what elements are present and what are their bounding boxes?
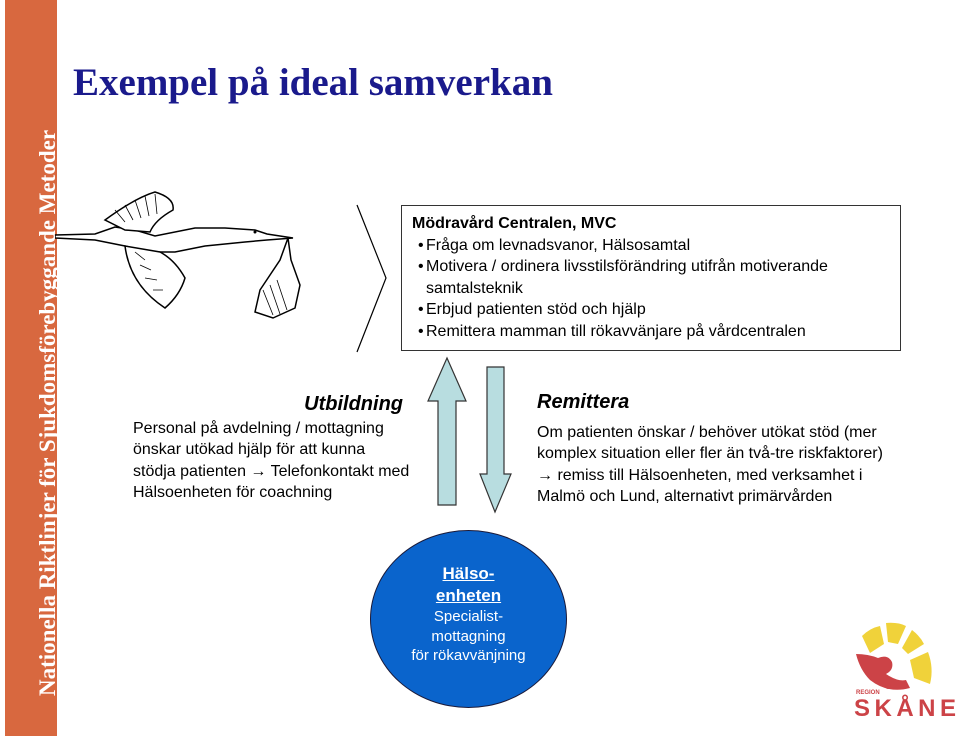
- utbildning-text: [133, 418, 433, 503]
- text-line: stödja patienten → Telefonkontakt med: [133, 462, 410, 480]
- text-line: Om patienten önskar / behöver utökat stöd (mer: [537, 424, 877, 441]
- utbildning-heading: Utbildning: [304, 393, 403, 415]
- text-line: mottagning: [431, 627, 506, 645]
- region-skane-logo: [848, 618, 960, 720]
- remittera-text: [537, 422, 937, 507]
- mvc-item: • Remittera mamman till rökavvänjare på vårdcentralen: [418, 322, 806, 340]
- text-line: Hälsoenheten för coachning: [133, 483, 333, 501]
- stork-illustration: [55, 190, 305, 345]
- mvc-heading: Mödravård Centralen, MVC: [412, 215, 617, 232]
- page-title: Exempel på ideal samverkan: [73, 61, 553, 104]
- sidebar-band: [5, 0, 60, 736]
- halsoenheten-title: enheten: [435, 586, 502, 605]
- mvc-box: [401, 205, 901, 351]
- sidebar-title: Nationella Riktlinjer för Sjukdomsförebyggande Metoder: [35, 129, 60, 696]
- chevron-arrow-shape: [350, 200, 395, 360]
- text-line: Personal på avdelning / mottagning: [133, 420, 384, 437]
- text-line: Malmö och Lund, alternativt primärvården: [537, 487, 833, 505]
- mvc-item: • Fråga om levnadsvanor, Hälsosamtal: [418, 236, 691, 254]
- text-line: önskar utökad hjälp för att kunna: [133, 441, 366, 459]
- mvc-item-text: Fråga om levnadsvanor, Hälsosamtal: [426, 236, 691, 254]
- mvc-item: • Erbjud patienten stöd och hjälp: [418, 301, 646, 318]
- halsoenheten-circle: [370, 530, 567, 708]
- remittera-heading: Remittera: [537, 391, 630, 413]
- text-line: komplex situation eller fler än två-tre riskfaktorer): [537, 445, 883, 463]
- logo-skane-text: SKÅNE: [854, 695, 956, 720]
- mvc-item-text: Erbjud patienten stöd och hjälp: [426, 301, 646, 318]
- text-line: för rökavvänjning: [411, 647, 526, 664]
- halsoenheten-title: Hälso-: [442, 564, 495, 583]
- logo-region-text: REGION: [856, 690, 880, 696]
- text-line: → remiss till Hälsoenheten, med verksamhet i: [537, 466, 863, 484]
- mvc-item: • Motivera / ordinera livsstilsförändring utifrån motiverande samtalsteknik: [418, 258, 828, 297]
- text-line: Specialist-: [433, 608, 504, 625]
- mvc-item-text: Remittera mamman till rökavvänjare på vårdcentralen: [426, 322, 806, 340]
- mvc-item-text: Motivera / ordinera livsstilsförändring utifrån motiverande samtalsteknik: [426, 258, 828, 297]
- arrow-down-icon: [478, 364, 513, 516]
